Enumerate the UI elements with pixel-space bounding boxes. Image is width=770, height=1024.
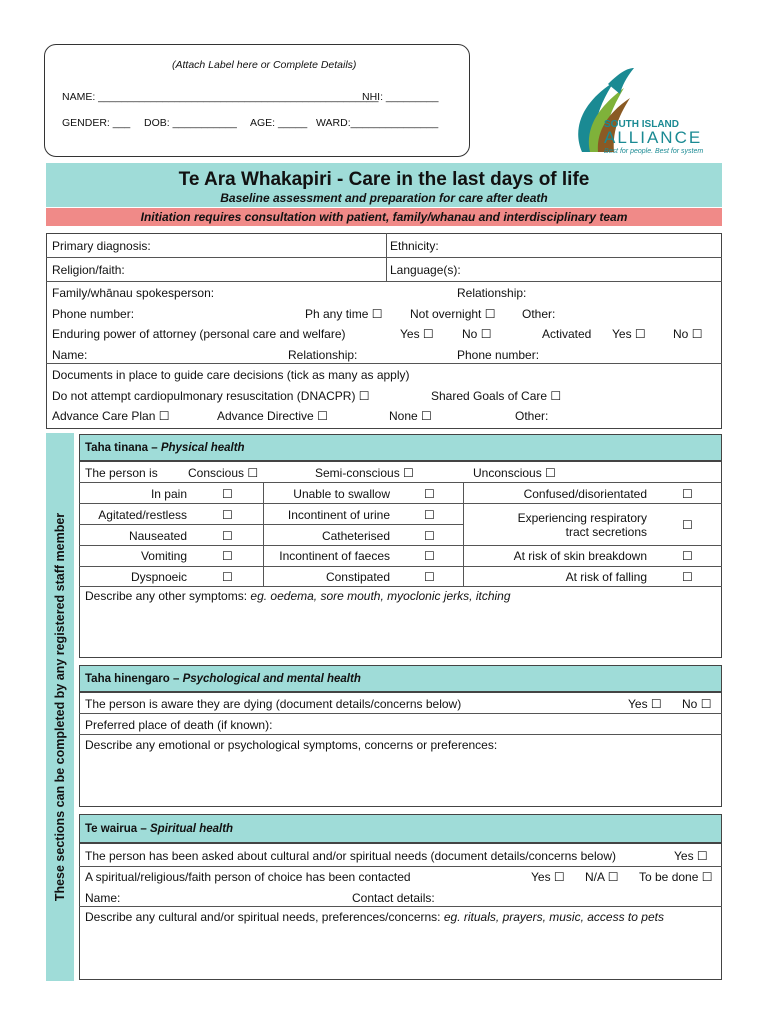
spiritual-needs-field[interactable] (85, 910, 664, 924)
asked-label: The person has been asked about cultural and/or spiritual needs (document details/concerns below) (85, 849, 616, 863)
checkbox-icon[interactable] (608, 870, 619, 884)
shared-goals-label: Shared Goals of Care (431, 389, 548, 403)
semi-conscious-label: Semi-conscious (315, 466, 400, 480)
dyspnoeic-checkbox[interactable] (222, 570, 233, 584)
agitated-checkbox[interactable] (222, 508, 233, 522)
vomiting-checkbox[interactable] (222, 549, 233, 563)
epa-no-option[interactable] (462, 327, 491, 341)
semi-conscious-option[interactable] (315, 466, 414, 480)
contacted-tbd-option[interactable] (639, 870, 713, 884)
logo-line1: SOUTH ISLAND (604, 119, 679, 130)
label-dob-field[interactable]: DOB: ___________ (144, 117, 237, 129)
yes-label: Yes (674, 849, 694, 863)
checkbox-icon[interactable] (545, 466, 556, 480)
acp-option[interactable] (52, 409, 170, 423)
none-option[interactable] (389, 409, 432, 423)
symptom-incontinent-urine: Incontinent of urine (287, 508, 390, 522)
conscious-option[interactable] (188, 466, 258, 480)
not-overnight-label: Not overnight (410, 307, 482, 321)
acp-label: Advance Care Plan (52, 409, 156, 423)
skin-breakdown-checkbox[interactable] (682, 549, 693, 563)
phone-field[interactable]: Phone number: (52, 307, 135, 321)
in-pain-checkbox[interactable] (222, 487, 233, 501)
symptom-vomiting: Vomiting (140, 549, 187, 563)
checkbox-icon[interactable] (554, 870, 565, 884)
symptom-confused: Confused/disorientated (523, 487, 647, 501)
advance-directive-option[interactable] (217, 409, 328, 423)
spiritual-contact-field[interactable]: Contact details: (352, 891, 435, 905)
resp-secretions-checkbox[interactable] (682, 518, 693, 532)
yes-label: Yes (628, 697, 648, 711)
to-be-done-label: To be done (639, 870, 699, 884)
spiritual-needs-example: eg. rituals, prayers, music, access to pets (443, 910, 664, 924)
no-label: No (673, 327, 689, 341)
activated-no-option[interactable] (673, 327, 702, 341)
epa-name-field[interactable]: Name: (52, 348, 88, 362)
label-ward-field[interactable]: WARD:_______________ (316, 117, 439, 129)
contacted-na-option[interactable] (585, 870, 618, 884)
epa-relationship-field[interactable]: Relationship: (288, 348, 358, 362)
checkbox-icon[interactable] (481, 327, 492, 341)
confused-checkbox[interactable] (682, 487, 693, 501)
checkbox-icon[interactable] (159, 409, 170, 423)
symptom-unable-swallow: Unable to swallow (293, 487, 390, 501)
other-symptoms-label: Describe any other symptoms: (85, 589, 248, 603)
physical-title-bold: Taha tinana – (85, 442, 158, 454)
checkbox-icon[interactable] (359, 389, 370, 403)
documents-label: Documents in place to guide care decisions (tick as many as apply) (52, 368, 410, 382)
checkbox-icon[interactable] (651, 697, 662, 711)
contacted-yes-option[interactable] (531, 870, 565, 884)
conscious-label: Conscious (188, 466, 245, 480)
psych-title-bold: Taha hinengaro – (85, 673, 180, 685)
epa-phone-field[interactable]: Phone number: (457, 348, 540, 362)
checkbox-icon[interactable] (697, 849, 708, 863)
page-title: Te Ara Whakapiri - Care in the last days of life (178, 169, 590, 190)
symptom-nauseated: Nauseated (128, 529, 187, 543)
symptom-dyspnoeic: Dyspnoeic (130, 570, 187, 584)
logo-line2: ALLIANCE (604, 128, 703, 147)
symptom-skin-breakdown: At risk of skin breakdown (513, 549, 647, 563)
label-name-field[interactable]: NAME: ________________________________________________ (62, 91, 379, 103)
checkbox-icon[interactable] (403, 466, 414, 480)
religion-field[interactable]: Religion/faith: (52, 263, 125, 277)
no-label: No (462, 327, 478, 341)
checkbox-icon[interactable] (247, 466, 258, 480)
checkbox-icon[interactable] (701, 697, 712, 711)
symptom-constipated: Constipated (325, 570, 390, 584)
advance-directive-label: Advance Directive (217, 409, 314, 423)
checkbox-icon[interactable] (421, 409, 432, 423)
physical-title-italic: Physical health (160, 442, 245, 454)
incontinent-urine-checkbox[interactable] (424, 508, 435, 522)
ph-any-time-label: Ph any time (305, 307, 369, 321)
aware-yes-option[interactable] (628, 697, 662, 711)
epa-label: Enduring power of attorney (personal care and welfare) (52, 327, 346, 341)
side-label: These sections can be completed by any registered staff member (53, 512, 67, 902)
symptom-agitated: Agitated/restless (98, 508, 187, 522)
unable-swallow-checkbox[interactable] (424, 487, 435, 501)
unconscious-label: Unconscious (473, 466, 542, 480)
label-age-field[interactable]: AGE: _____ (250, 117, 308, 129)
symptom-resp-line2: tract secretions (565, 525, 647, 539)
label-gender-field[interactable]: GENDER: ___ (62, 117, 131, 129)
psych-title (85, 672, 361, 686)
physical-title (85, 441, 245, 455)
spiritual-title-bold: Te wairua – (85, 823, 147, 835)
dnacpr-option[interactable] (52, 389, 370, 403)
yes-label: Yes (400, 327, 420, 341)
asked-yes-option[interactable] (674, 849, 708, 863)
spiritual-title (85, 822, 233, 836)
incontinent-faeces-checkbox[interactable] (424, 549, 435, 563)
spokesperson-field[interactable]: Family/whānau spokesperson: (52, 286, 215, 300)
not-overnight-option[interactable] (410, 307, 495, 321)
psych-title-italic: Psychological and mental health (182, 673, 361, 685)
logo-tagline: Best for people. Best for system (604, 148, 704, 155)
initiation-text: Initiation requires consultation with patient, family/whanau and interdisciplinary team (140, 210, 628, 224)
shared-goals-option[interactable] (431, 389, 561, 403)
relationship-field[interactable]: Relationship: (457, 286, 527, 300)
catheterised-checkbox[interactable] (424, 529, 435, 543)
documents-other-field[interactable]: Other: (515, 409, 549, 423)
checkbox-icon[interactable] (635, 327, 646, 341)
label-attach-text: (Attach Label here or Complete Details) (172, 59, 357, 71)
constipated-checkbox[interactable] (424, 570, 435, 584)
person-is-label: The person is (85, 466, 158, 480)
epa-yes-option[interactable] (400, 327, 434, 341)
na-label: N/A (585, 870, 605, 884)
symptom-risk-falling: At risk of falling (565, 570, 647, 584)
activated-yes-option[interactable] (612, 327, 646, 341)
page-subtitle: Baseline assessment and preparation for care after death (220, 191, 548, 205)
other-symptoms-field[interactable] (85, 589, 511, 603)
aware-no-option[interactable] (682, 697, 711, 711)
dnacpr-label: Do not attempt cardiopulmonary resuscitation (DNACPR) (52, 389, 356, 403)
contacted-label: A spiritual/religious/faith person of choice has been contacted (85, 870, 411, 884)
other-symptoms-example: eg. oedema, sore mouth, myoclonic jerks, itching (250, 589, 511, 603)
checkbox-icon[interactable] (485, 307, 496, 321)
spiritual-name-field[interactable]: Name: (85, 891, 121, 905)
symptom-incontinent-faeces: Incontinent of faeces (279, 549, 390, 563)
phone-other-field[interactable]: Other: (522, 307, 556, 321)
risk-falling-checkbox[interactable] (682, 570, 693, 584)
ph-any-time-option[interactable] (305, 307, 382, 321)
aware-label: The person is aware they are dying (document details/concerns below) (85, 697, 462, 711)
checkbox-icon[interactable] (423, 327, 434, 341)
checkbox-icon[interactable] (550, 389, 561, 403)
spiritual-title-italic: Spiritual health (150, 823, 234, 835)
no-label: No (682, 697, 698, 711)
checkbox-icon[interactable] (372, 307, 383, 321)
emotional-symptoms-field[interactable]: Describe any emotional or psychological symptoms, concerns or preferences: (85, 738, 498, 752)
primary-diagnosis-field[interactable]: Primary diagnosis: (52, 239, 151, 253)
checkbox-icon[interactable] (702, 870, 713, 884)
symptom-in-pain: In pain (150, 487, 187, 501)
languages-field[interactable]: Language(s): (390, 263, 461, 277)
symptom-resp-line1: Experiencing respiratory (517, 511, 647, 525)
checkbox-icon[interactable] (317, 409, 328, 423)
unconscious-option[interactable] (473, 466, 556, 480)
activated-label: Activated (542, 327, 592, 341)
yes-label: Yes (612, 327, 632, 341)
nauseated-checkbox[interactable] (222, 529, 233, 543)
preferred-place-field[interactable]: Preferred place of death (if known): (85, 718, 273, 732)
yes-label: Yes (531, 870, 551, 884)
checkbox-icon[interactable] (692, 327, 703, 341)
label-nhi-field[interactable]: NHI: _________ (362, 91, 439, 103)
ethnicity-field[interactable]: Ethnicity: (390, 239, 439, 253)
symptom-catheterised: Catheterised (321, 529, 390, 543)
none-label: None (389, 409, 418, 423)
spiritual-needs-label: Describe any cultural and/or spiritual needs, preferences/concerns: (85, 910, 441, 924)
